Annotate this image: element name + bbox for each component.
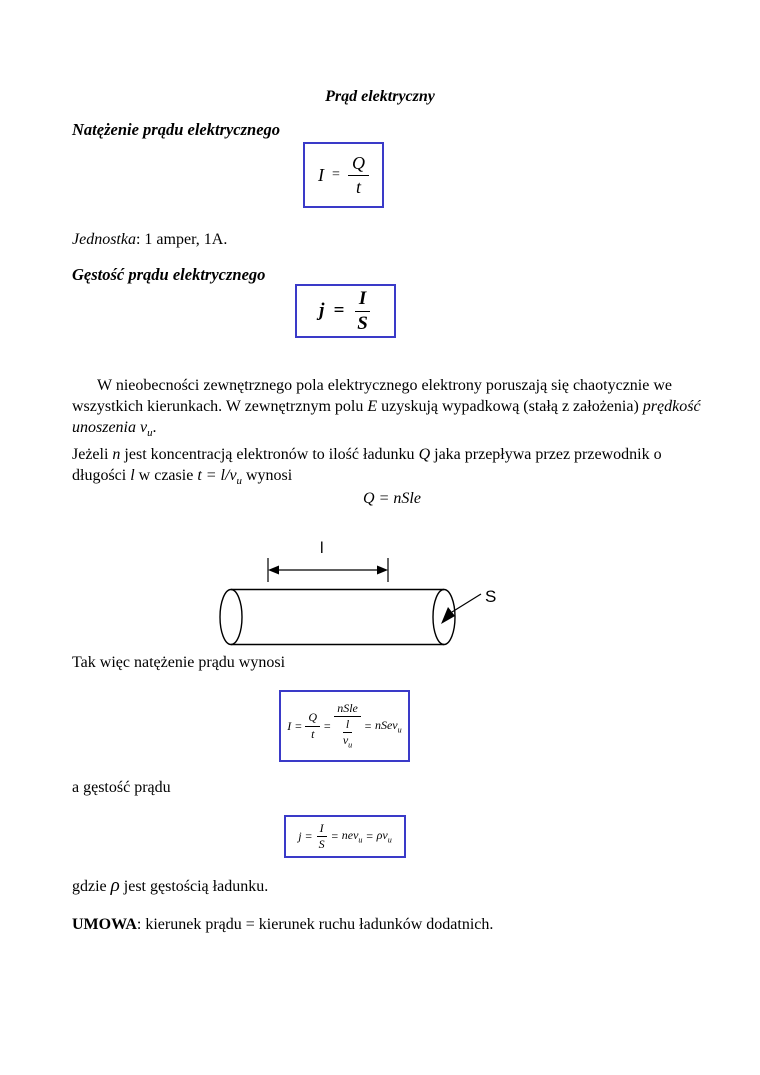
charge-formula: Q = nSle	[363, 490, 421, 507]
fraction-i-over-s	[316, 822, 328, 851]
paragraph-intensity-intro: Tak więc natężenie prądu wynosi	[72, 654, 286, 671]
fraction-numerator: l	[343, 718, 352, 733]
fraction-numerator: Q	[305, 711, 320, 726]
charge-density-note	[72, 875, 268, 897]
formula-box-current	[303, 142, 384, 208]
variable: nev	[341, 828, 359, 843]
fraction-q-over-t	[305, 711, 320, 740]
subscript: u	[147, 427, 153, 440]
text-run: : kierunek prądu = kierunek ruchu ładunków dodatnich.	[136, 916, 494, 933]
heading-current-intensity: Natężenie prądu elektrycznego	[72, 120, 281, 139]
cylinder	[220, 590, 455, 645]
formula-box-density-derived	[284, 815, 406, 858]
area-label: S	[485, 587, 497, 606]
variable: ρv	[376, 828, 388, 843]
equals-sign: =	[333, 300, 345, 321]
italic-term: l	[130, 467, 135, 485]
equals-sign: =	[332, 167, 340, 182]
italic-term: n	[112, 446, 121, 464]
unit-text: : 1 amper, 1A.	[135, 231, 228, 248]
italic-term: t = l/v	[197, 467, 237, 485]
subscript: u	[236, 475, 242, 488]
formula-lhs: j	[319, 300, 325, 321]
italic-term: prędkość unoszenia v	[72, 398, 701, 436]
subscript: u	[348, 740, 353, 750]
equals-sign: =	[365, 829, 374, 843]
fraction-numerator: I	[355, 288, 370, 312]
formula-box-current-derived	[279, 690, 410, 762]
subscript: u	[397, 725, 402, 735]
subscript: u	[358, 835, 363, 845]
fraction-nsle-over-l-vu	[334, 702, 361, 751]
conductor-diagram	[205, 528, 505, 653]
fraction-l-over-vu	[340, 718, 355, 751]
nested-fraction	[337, 717, 358, 751]
fraction-numerator: Q	[348, 153, 369, 176]
fraction-numerator: nSle	[334, 702, 361, 717]
fraction-q-over-t	[348, 153, 369, 197]
convention-statement	[72, 916, 493, 934]
fraction-i-over-s	[353, 288, 372, 335]
formula-rhs	[375, 718, 402, 734]
fraction-denominator: S	[318, 837, 325, 851]
unit-line	[72, 231, 227, 249]
formula-term	[377, 828, 392, 844]
arrowhead-right	[377, 566, 388, 575]
fraction-numerator: I	[317, 822, 327, 837]
fraction-denominator: t	[355, 176, 361, 197]
equals-sign: =	[304, 829, 313, 843]
formula-lhs: j	[298, 829, 302, 843]
variable: nSev	[374, 717, 398, 732]
formula-lhs: I	[318, 164, 325, 185]
arrowhead-left	[268, 566, 279, 575]
text-run: Jeżeli	[72, 446, 113, 464]
text-run: W nieobecności zewnętrznego pola elektrycznego elektrony poruszają się chaotycznie we wszystkich kierunkach. W zewnętrznym polu	[72, 377, 672, 415]
text-run: .	[152, 419, 157, 436]
length-label: l	[320, 540, 324, 557]
paragraph-density-intro: a gęstość prądu	[72, 779, 171, 796]
convention-label: UMOWA	[72, 916, 137, 933]
formula-term	[342, 828, 363, 844]
italic-term: Q	[418, 446, 431, 464]
equals-sign: =	[294, 718, 303, 733]
heading-current-density: Gęstość prądu elektrycznego	[72, 265, 266, 284]
document-title: Prąd elektryczny	[325, 88, 435, 105]
formula-box-density	[295, 284, 396, 338]
equals-sign: =	[323, 718, 332, 733]
length-dimension	[268, 540, 388, 582]
fraction-denominator	[340, 733, 355, 750]
text-run: jest koncentracją elektronów to ilość ładunku	[120, 446, 419, 464]
italic-term: E	[367, 398, 378, 415]
text-run: jaka przepływa przez przewodnik o długości	[72, 446, 662, 485]
text-run: w czasie	[134, 467, 198, 485]
text-run: wynosi	[241, 467, 293, 485]
text-run: jest gęstością ładunku.	[119, 878, 269, 895]
unit-label: Jednostka	[72, 231, 136, 248]
variable: v	[342, 733, 349, 747]
paragraph-charge	[72, 444, 712, 492]
paragraph-drift-velocity	[72, 375, 712, 444]
formula-lhs: I	[287, 718, 292, 733]
fraction-denominator: t	[311, 726, 315, 741]
subscript: u	[387, 835, 392, 845]
text-run: uzyskują wypadkową (stałą z założenia)	[377, 398, 643, 415]
body-text	[72, 375, 712, 492]
rho-symbol: ρ	[110, 875, 120, 896]
fraction-denominator: S	[357, 312, 368, 334]
equals-sign: =	[330, 829, 339, 843]
text-run: gdzie	[72, 878, 111, 895]
equals-sign: =	[363, 718, 372, 733]
